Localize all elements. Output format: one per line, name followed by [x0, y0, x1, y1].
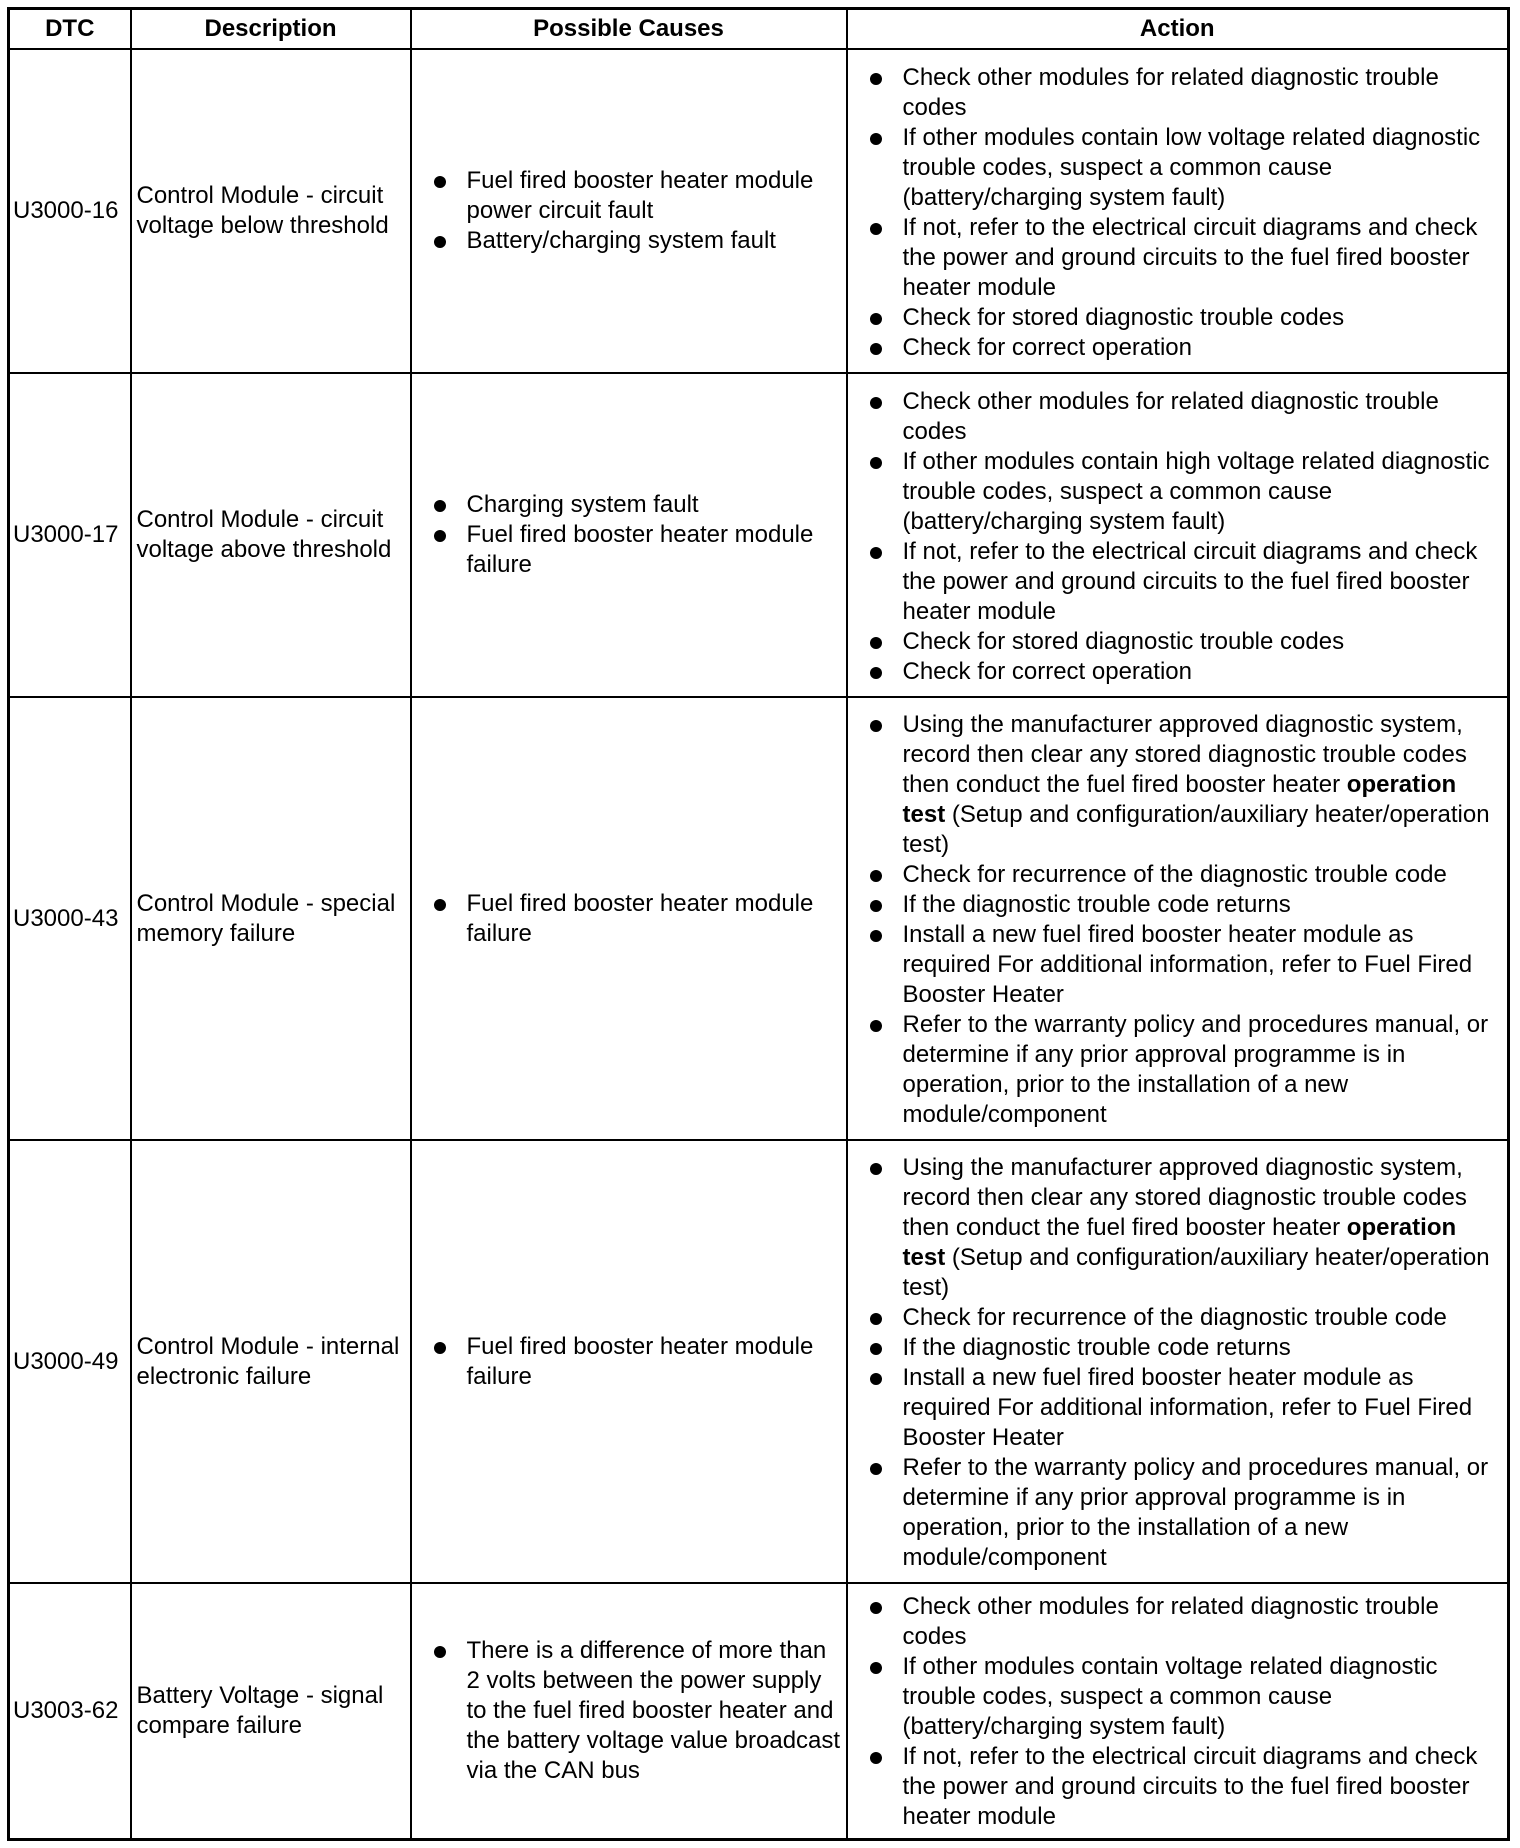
action-cell: [847, 697, 1509, 1140]
dtc-code: U3003-62: [9, 1583, 131, 1839]
dtc-description: Control Module - internal electronic failure: [131, 1140, 411, 1583]
actions-list: [868, 710, 1504, 1130]
list-item: Check for correct operation: [868, 657, 1504, 687]
table-row: [9, 49, 1509, 373]
list-item: Check other modules for related diagnostic trouble codes: [868, 1592, 1504, 1652]
action-emphasis: operation test: [902, 771, 1457, 828]
list-item: If other modules contain high voltage related diagnostic trouble codes, suspect a common cause (battery/charging system fault): [868, 447, 1504, 537]
list-item: There is a difference of more than 2 volts between the power supply to the fuel fired booster heater and the battery voltage value broadcast via the CAN bus: [432, 1636, 842, 1786]
dtc-description: Control Module - circuit voltage below threshold: [131, 49, 411, 373]
table-row: [9, 1140, 1509, 1583]
list-item: Check other modules for related diagnostic trouble codes: [868, 63, 1504, 123]
dtc-description: Battery Voltage - signal compare failure: [131, 1583, 411, 1839]
list-item: If not, refer to the electrical circuit diagrams and check the power and ground circuits to the fuel fired booster heater module: [868, 1742, 1504, 1832]
actions-list: [868, 387, 1504, 687]
dtc-description: Control Module - special memory failure: [131, 697, 411, 1140]
possible-causes-cell: [411, 1140, 847, 1583]
action-text: Using the manufacturer approved diagnostic system, record then clear any stored diagnostic trouble codes then conduct the fuel fired booster heater: [902, 711, 1467, 798]
list-item: Refer to the warranty policy and procedures manual, or determine if any prior approval programme is in operation, prior to the installation of a new module/component: [868, 1453, 1504, 1573]
possible-causes-cell: [411, 373, 847, 697]
action-cell: [847, 49, 1509, 373]
causes-list: [432, 1332, 842, 1392]
causes-list: [432, 166, 842, 256]
list-item: Check for correct operation: [868, 333, 1504, 363]
action-text: (Setup and configuration/auxiliary heater/operation test): [902, 801, 1490, 858]
list-item: Charging system fault: [432, 490, 842, 520]
causes-list: [432, 490, 842, 580]
causes-list: [432, 1636, 842, 1786]
action-cell: [847, 1583, 1509, 1839]
header-dtc: DTC: [9, 9, 131, 50]
list-item: Refer to the warranty policy and procedures manual, or determine if any prior approval programme is in operation, prior to the installation of a new module/component: [868, 1010, 1504, 1130]
header-description: Description: [131, 9, 411, 50]
actions-list: [868, 63, 1504, 363]
dtc-code: U3000-43: [9, 697, 131, 1140]
possible-causes-cell: [411, 1583, 847, 1839]
list-item: If the diagnostic trouble code returns: [868, 1333, 1504, 1363]
possible-causes-cell: [411, 49, 847, 373]
action-cell: [847, 373, 1509, 697]
list-item: Fuel fired booster heater module failure: [432, 520, 842, 580]
list-item: Check for recurrence of the diagnostic trouble code: [868, 1303, 1504, 1333]
causes-list: [432, 889, 842, 949]
possible-causes-cell: [411, 697, 847, 1140]
list-item: [868, 1153, 1504, 1303]
list-item: If not, refer to the electrical circuit diagrams and check the power and ground circuits to the fuel fired booster heater module: [868, 213, 1504, 303]
list-item: If other modules contain voltage related diagnostic trouble codes, suspect a common cause (battery/charging system fault): [868, 1652, 1504, 1742]
dtc-code: U3000-17: [9, 373, 131, 697]
list-item: If the diagnostic trouble code returns: [868, 890, 1504, 920]
action-text: (Setup and configuration/auxiliary heater/operation test): [902, 1244, 1490, 1301]
header-row: [9, 9, 1509, 50]
actions-list: [868, 1592, 1504, 1832]
list-item: Install a new fuel fired booster heater module as required For additional information, refer to Fuel Fired Booster Heater: [868, 1363, 1504, 1453]
list-item: [868, 710, 1504, 860]
table-row: [9, 697, 1509, 1140]
list-item: Check for stored diagnostic trouble codes: [868, 303, 1504, 333]
action-emphasis: operation test: [902, 1214, 1457, 1271]
dtc-code: U3000-16: [9, 49, 131, 373]
actions-list: [868, 1153, 1504, 1573]
header-possible-causes: Possible Causes: [411, 9, 847, 50]
list-item: Install a new fuel fired booster heater module as required For additional information, refer to Fuel Fired Booster Heater: [868, 920, 1504, 1010]
action-cell: [847, 1140, 1509, 1583]
table-row: [9, 1583, 1509, 1839]
list-item: Check for stored diagnostic trouble codes: [868, 627, 1504, 657]
list-item: Fuel fired booster heater module failure: [432, 1332, 842, 1392]
header-action: Action: [847, 9, 1509, 50]
dtc-code: U3000-49: [9, 1140, 131, 1583]
list-item: If not, refer to the electrical circuit diagrams and check the power and ground circuits to the fuel fired booster heater module: [868, 537, 1504, 627]
list-item: Check for recurrence of the diagnostic trouble code: [868, 860, 1504, 890]
action-text: Using the manufacturer approved diagnostic system, record then clear any stored diagnostic trouble codes then conduct the fuel fired booster heater: [902, 1154, 1467, 1241]
dtc-table: [7, 7, 1510, 1841]
list-item: Check other modules for related diagnostic trouble codes: [868, 387, 1504, 447]
table-row: [9, 373, 1509, 697]
list-item: If other modules contain low voltage related diagnostic trouble codes, suspect a common cause (battery/charging system fault): [868, 123, 1504, 213]
list-item: Battery/charging system fault: [432, 226, 842, 256]
list-item: Fuel fired booster heater module failure: [432, 889, 842, 949]
dtc-description: Control Module - circuit voltage above threshold: [131, 373, 411, 697]
list-item: Fuel fired booster heater module power circuit fault: [432, 166, 842, 226]
